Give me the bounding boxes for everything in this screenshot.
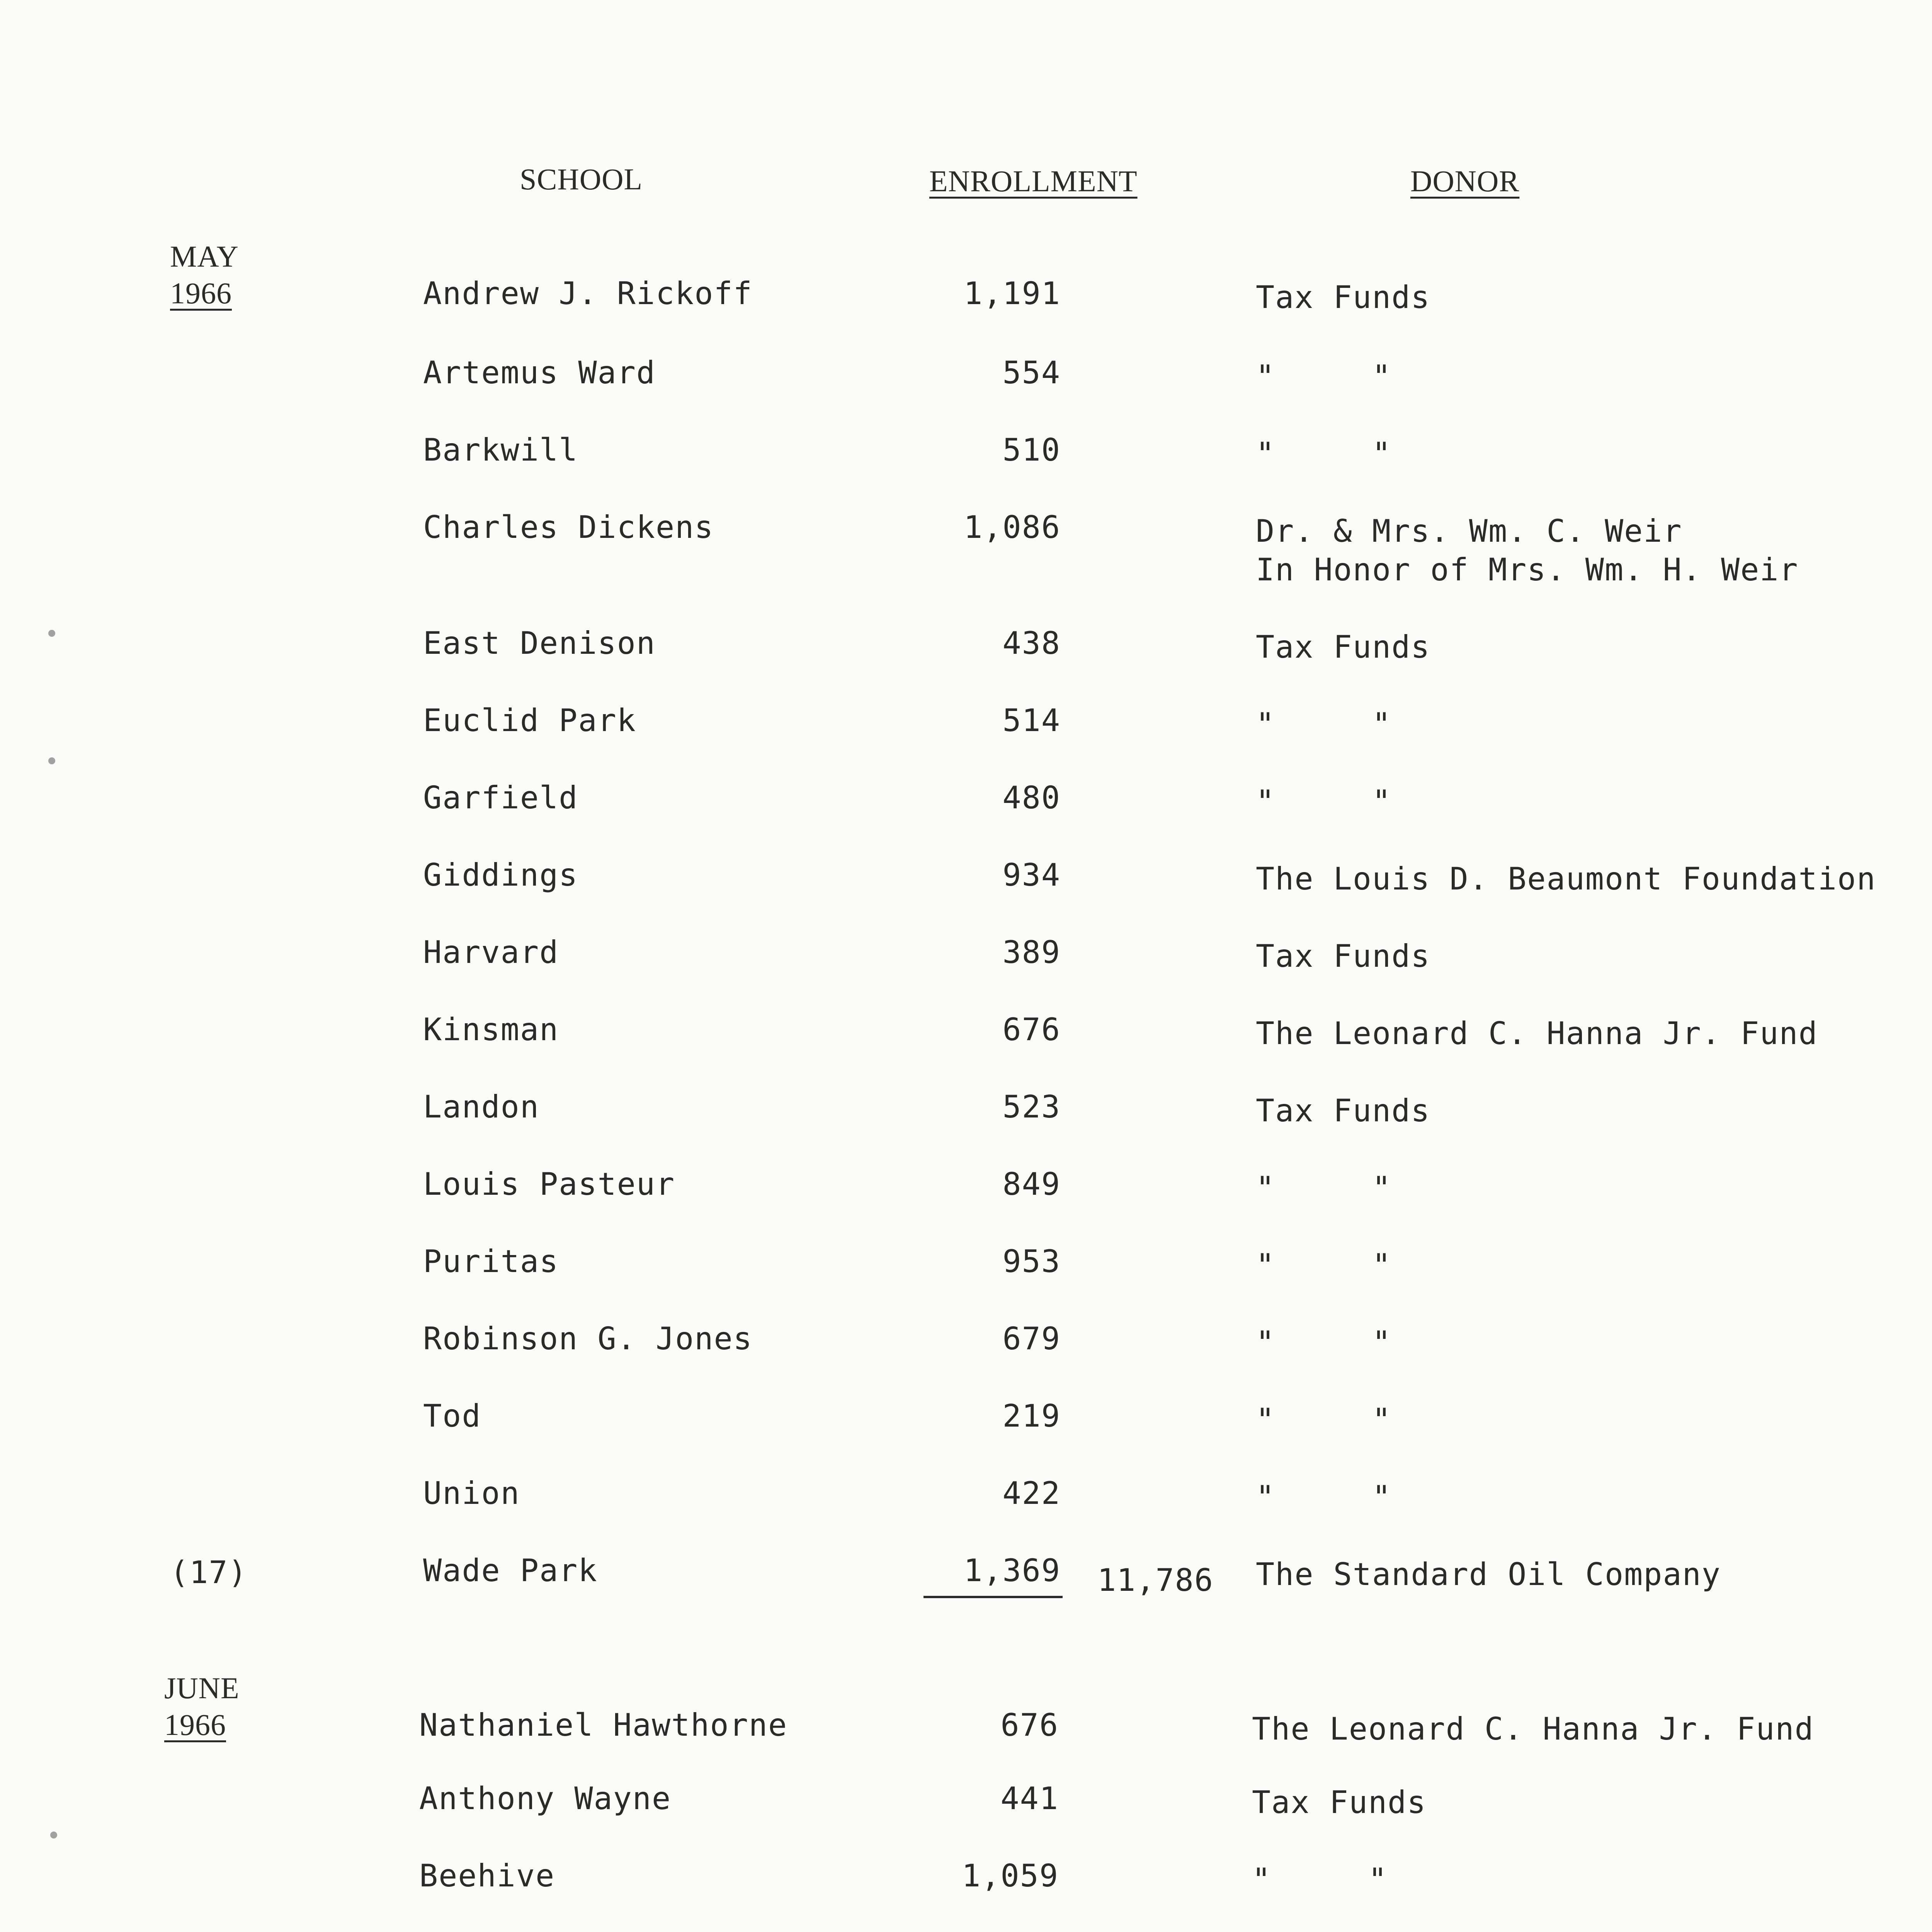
- donor-name: " ": [1256, 1479, 1392, 1515]
- enrollment-value: 953: [1002, 1243, 1061, 1279]
- school-column-header: SCHOOL: [520, 162, 643, 196]
- school-name: Harvard: [423, 934, 559, 970]
- school-name: Wade Park: [423, 1553, 598, 1588]
- donor-name: " ": [1256, 784, 1392, 820]
- school-name: Landon: [423, 1089, 539, 1125]
- school-name: Beehive: [419, 1858, 555, 1894]
- enrollment-value: 554: [1002, 355, 1061, 391]
- enrollment-value: 849: [1002, 1166, 1061, 1202]
- scan-speck: [48, 757, 55, 764]
- donor-name: " ": [1256, 359, 1392, 395]
- enrollment-column-header: ENROLLMENT: [929, 164, 1138, 198]
- school-name: Tod: [423, 1398, 481, 1434]
- school-count: (17): [170, 1554, 248, 1590]
- donor-name: " ": [1256, 436, 1392, 472]
- donor-name: " ": [1252, 1862, 1388, 1898]
- scan-speck: [48, 630, 55, 637]
- school-name: Union: [423, 1475, 520, 1511]
- donor-name: Tax Funds: [1252, 1784, 1427, 1820]
- enrollment-value: 523: [1002, 1089, 1061, 1125]
- donor-name: " ": [1256, 1247, 1392, 1283]
- donor-name: " ": [1256, 1170, 1392, 1206]
- school-name: Garfield: [423, 780, 578, 816]
- donor-name: The Louis D. Beaumont Foundation: [1256, 861, 1876, 897]
- enrollment-value: 676: [1000, 1707, 1059, 1743]
- donor-name: Dr. & Mrs. Wm. C. Weir: [1256, 513, 1682, 549]
- enrollment-value: 1,191: [964, 276, 1061, 311]
- enrollment-value: 438: [1002, 625, 1061, 661]
- enrollment-value: 441: [1000, 1781, 1059, 1816]
- enrollment-value: 676: [1002, 1012, 1061, 1048]
- enrollment-value: 1,369: [964, 1553, 1061, 1588]
- donor-name: Tax Funds: [1256, 1093, 1430, 1129]
- section-month-may: MAY: [170, 240, 239, 273]
- school-name: Artemus Ward: [423, 355, 656, 391]
- enrollment-value: 934: [1002, 857, 1061, 893]
- donor-column-header: DONOR: [1410, 164, 1520, 198]
- enrollment-value: 1,086: [964, 509, 1061, 545]
- school-name: Kinsman: [423, 1012, 559, 1048]
- school-name: Anthony Wayne: [419, 1781, 672, 1816]
- section-total: 11,786: [1097, 1562, 1214, 1598]
- enrollment-value: 679: [1002, 1321, 1061, 1357]
- section-year-june: 1966: [164, 1708, 226, 1742]
- donor-name-line2: In Honor of Mrs. Wm. H. Weir: [1256, 552, 1799, 588]
- section-year-may: 1966: [170, 276, 232, 310]
- school-name: Charles Dickens: [423, 509, 714, 545]
- enrollment-value: 514: [1002, 702, 1061, 738]
- school-name: Euclid Park: [423, 702, 636, 738]
- enrollment-value: 510: [1002, 432, 1061, 468]
- enrollment-value: 219: [1002, 1398, 1061, 1434]
- section-month-june: JUNE: [164, 1671, 240, 1705]
- school-name: Nathaniel Hawthorne: [419, 1707, 788, 1743]
- donor-name: The Leonard C. Hanna Jr. Fund: [1256, 1015, 1818, 1051]
- school-name: Barkwill: [423, 432, 578, 468]
- donor-name: Tax Funds: [1256, 629, 1430, 665]
- school-name: Robinson G. Jones: [423, 1321, 753, 1357]
- donor-name: Tax Funds: [1256, 279, 1430, 315]
- enrollment-value: 1,059: [962, 1858, 1059, 1894]
- donor-name: The Leonard C. Hanna Jr. Fund: [1252, 1711, 1814, 1747]
- scan-speck: [50, 1832, 57, 1838]
- enrollment-value: 422: [1002, 1475, 1061, 1511]
- donor-name: " ": [1256, 1325, 1392, 1361]
- donor-name: " ": [1256, 706, 1392, 742]
- donor-name: The Standard Oil Company: [1256, 1556, 1721, 1592]
- enrollment-value: 389: [1002, 934, 1061, 970]
- school-name: Louis Pasteur: [423, 1166, 675, 1202]
- donor-name: Tax Funds: [1256, 938, 1430, 974]
- school-name: Puritas: [423, 1243, 559, 1279]
- subtotal-rule: [923, 1596, 1063, 1598]
- school-name: East Denison: [423, 625, 656, 661]
- school-name: Andrew J. Rickoff: [423, 276, 753, 311]
- school-name: Giddings: [423, 857, 578, 893]
- donor-name: " ": [1256, 1402, 1392, 1438]
- enrollment-value: 480: [1002, 780, 1061, 816]
